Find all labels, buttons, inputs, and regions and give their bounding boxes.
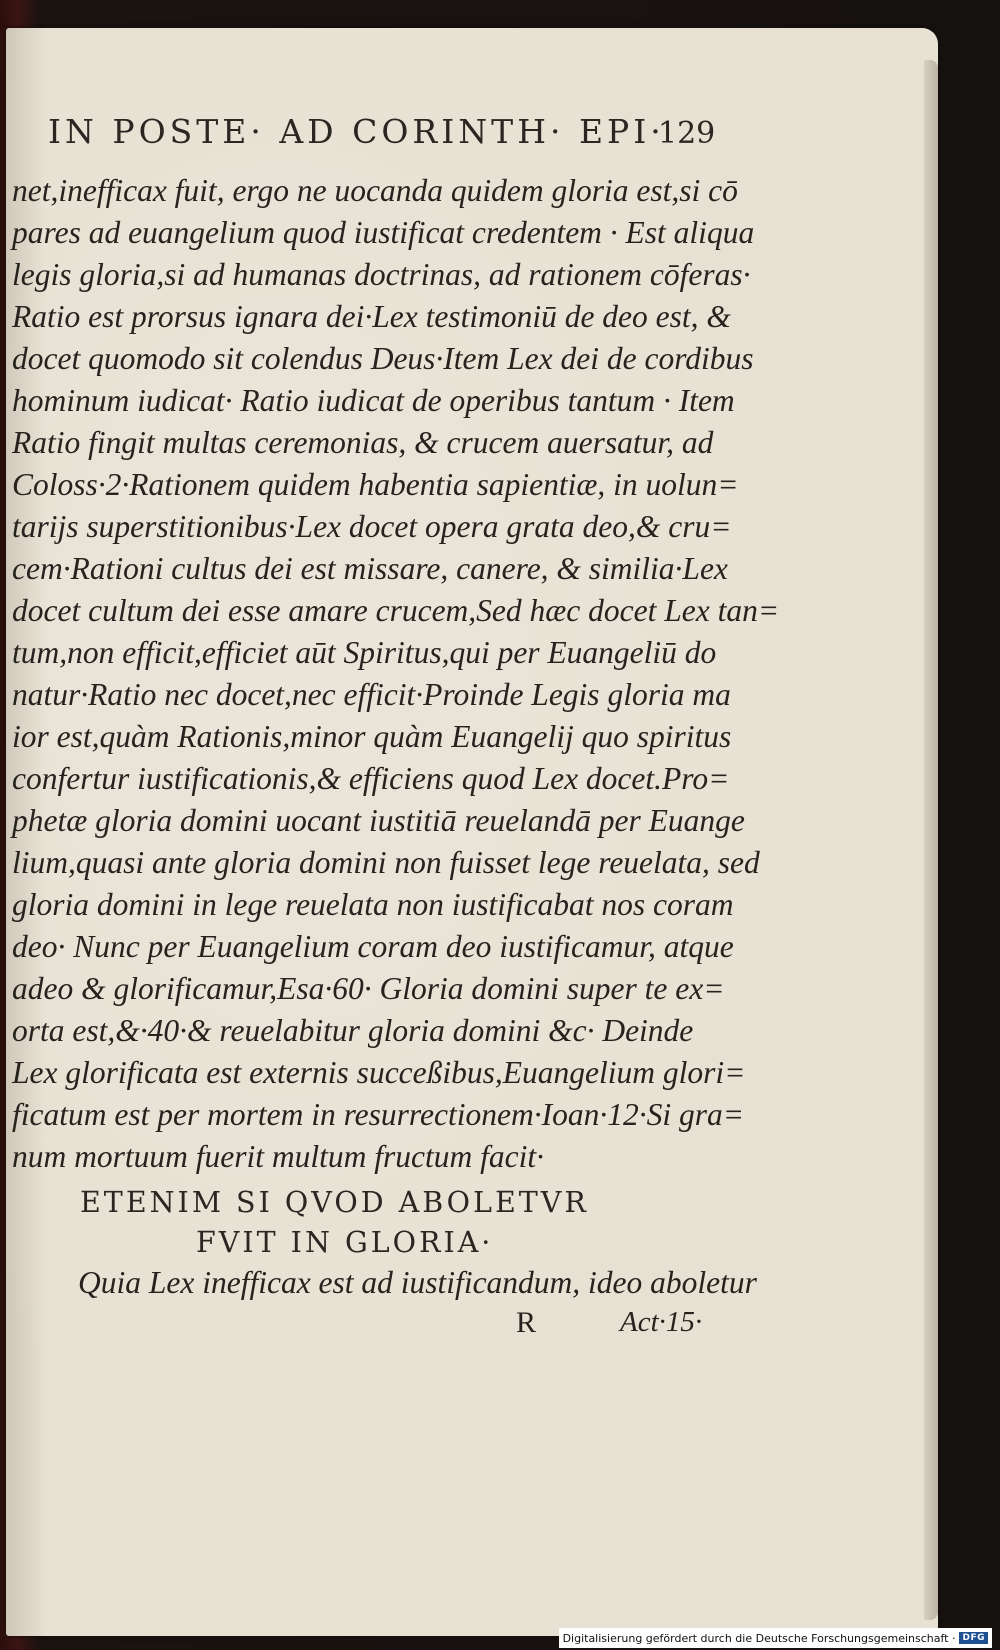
text-line: hominum iudicat· Ratio iudicat de operibus tantum · Item <box>12 383 735 418</box>
text-line: natur·Ratio nec docet,nec efficit·Proinde Legis gloria ma <box>12 677 731 712</box>
catchword: Act·15· <box>620 1306 703 1338</box>
digitization-footer <box>559 1628 992 1648</box>
text-line: adeo & glorificamur,Esa·60· Gloria domini super te ex= <box>12 971 725 1006</box>
text-line: legis gloria,si ad humanas doctrinas, ad rationem cōferas· <box>12 257 751 292</box>
dfg-logo-icon: DFG <box>959 1632 988 1644</box>
text-line: cem·Rationi cultus dei est missare, canere, & similia·Lex <box>12 551 728 586</box>
commentary-line: Quia Lex inefficax est ad iustificandum, ideo aboletur <box>78 1265 757 1300</box>
text-line: ficatum est per mortem in resurrectionem·Ioan·12·Si gra= <box>12 1097 744 1132</box>
lemma-line-2: FVIT IN GLORIA· <box>196 1226 494 1259</box>
folio-number: 129 <box>658 116 716 151</box>
text-line: docet quomodo sit colendus Deus·Item Lex dei de cordibus <box>12 341 754 376</box>
body-text <box>12 170 780 1178</box>
running-title: IN POSTE· AD CORINTH· EPI· <box>48 112 665 151</box>
text-line: Ratio est prorsus ignara dei·Lex testimoniū de deo est, & <box>12 299 731 334</box>
text-line: phetæ gloria domini uocant iustitiā reuelandā per Euange <box>12 803 745 838</box>
text-line: confertur iustificationis,& efficiens quod Lex docet.Pro= <box>12 761 730 796</box>
text-line: ior est,quàm Rationis,minor quàm Euangelij quo spiritus <box>12 719 732 754</box>
text-line: net,inefficax fuit, ergo ne uocanda quidem gloria est,si cō <box>12 173 738 208</box>
text-line: tum,non efficit,efficiet aūt Spiritus,qui per Euangeliū do <box>12 635 717 670</box>
text-line: lium,quasi ante gloria domini non fuisset lege reuelata, sed <box>12 845 760 880</box>
text-line: gloria domini in lege reuelata non iustificabat nos coram <box>12 887 734 922</box>
text-line: pares ad euangelium quod iustificat credentem · Est aliqua <box>12 215 755 250</box>
text-line: Lex glorificata est externis succeßibus,Euangelium glori= <box>12 1055 746 1090</box>
text-line: tarijs superstitionibus·Lex docet opera grata deo,& cru= <box>12 509 732 544</box>
text-line: docet cultum dei esse amare crucem,Sed hæc docet Lex tan= <box>12 593 780 628</box>
text-line: Coloss·2·Rationem quidem habentia sapientiæ, in uolun= <box>12 467 739 502</box>
signature-mark: R <box>516 1306 537 1339</box>
text-line: num mortuum fuerit multum fructum facit· <box>12 1139 544 1174</box>
text-line: Ratio fingit multas ceremonias, & crucem auersatur, ad <box>12 425 714 460</box>
footer-credit: Digitalisierung gefördert durch die Deutsche Forschungsgemeinschaft · <box>562 1631 956 1645</box>
text-line: deo· Nunc per Euangelium coram deo iustificamur, atque <box>12 929 734 964</box>
page-edge <box>924 60 938 1620</box>
text-line: orta est,&·40·& reuelabitur gloria domini &c· Deinde <box>12 1013 694 1048</box>
lemma-line-1: ETENIM SI QVOD ABOLETVR <box>80 1186 589 1219</box>
